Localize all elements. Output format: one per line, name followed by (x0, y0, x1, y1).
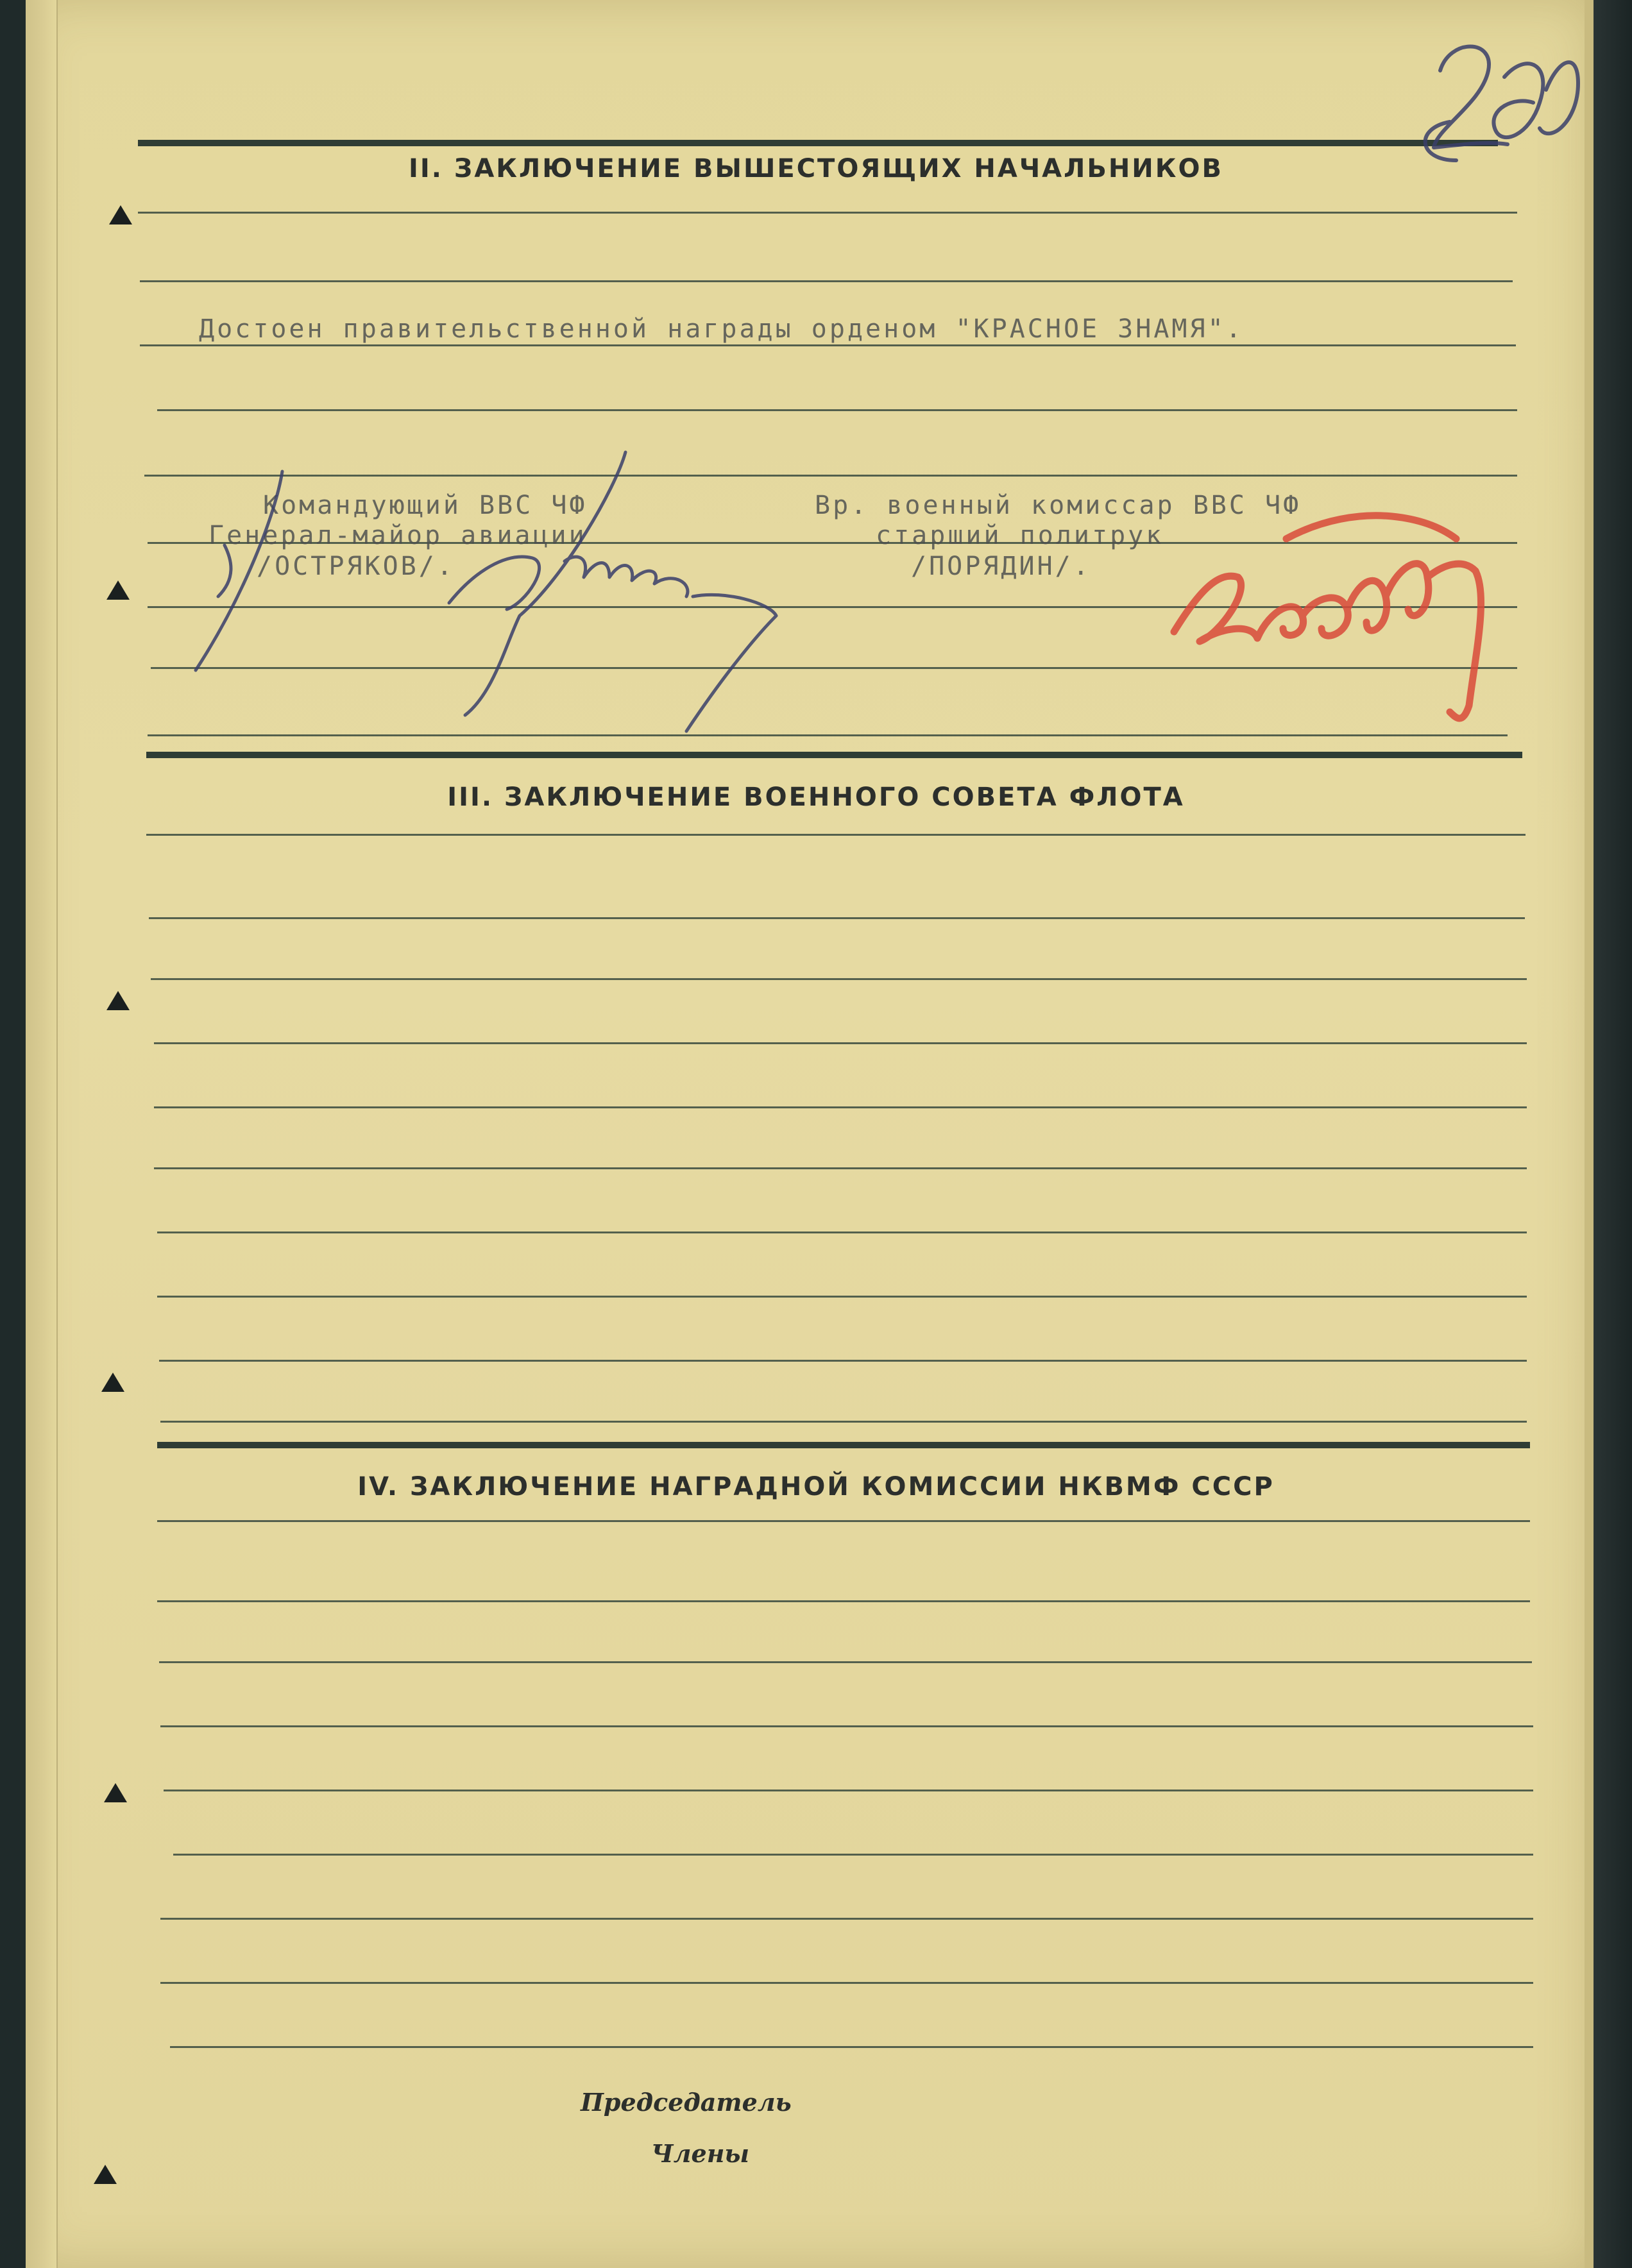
rule-line (154, 1106, 1527, 1108)
section-divider (146, 752, 1522, 758)
rule-line (164, 1790, 1533, 1791)
rule-line (151, 978, 1527, 980)
rule-line (148, 734, 1508, 736)
punch-hole (101, 1373, 124, 1392)
rule-line (140, 344, 1516, 346)
rule-line (146, 834, 1526, 836)
punch-hole (106, 991, 130, 1010)
section-divider (157, 1442, 1530, 1448)
signer-left-name: /ОСТРЯКОВ/. (257, 552, 455, 581)
signer-left-position: Командующий ВВС ЧФ (263, 491, 588, 520)
rule-line (154, 1167, 1527, 1169)
punch-hole (106, 580, 130, 600)
punch-hole (104, 1783, 127, 1802)
rule-line (160, 1725, 1533, 1727)
rule-line (160, 1421, 1527, 1423)
conclusion-text: Достоен правительственной награды орденом "КРАСНОЕ ЗНАМЯ". (199, 314, 1244, 344)
punch-hole (94, 2165, 117, 2184)
signer-right-name: /ПОРЯДИН/. (911, 552, 1091, 581)
signer-right-rank: старший политрук (876, 521, 1164, 550)
rule-line (140, 280, 1513, 282)
rule-line (144, 475, 1517, 477)
rule-line (157, 1600, 1530, 1602)
rule-line (149, 917, 1525, 919)
signer-right-position: Вр. военный комиссар ВВС ЧФ (815, 491, 1302, 520)
rule-line (154, 1042, 1527, 1044)
rule-line (148, 606, 1517, 608)
rule-line (159, 1661, 1532, 1663)
rule-line (157, 409, 1517, 411)
rule-line (151, 667, 1517, 669)
page-spine (26, 0, 58, 2268)
signer-left-rank: Генерал-майор авиации (208, 521, 587, 550)
section-4-title: IV. ЗАКЛЮЧЕНИЕ НАГРАДНОЙ КОМИССИИ НКВМФ СССР (357, 1472, 1275, 1502)
section-2-title: II. ЗАКЛЮЧЕНИЕ ВЫШЕСТОЯЩИХ НАЧАЛЬНИКОВ (409, 154, 1223, 183)
section-divider (138, 140, 1498, 146)
rule-line (157, 1520, 1530, 1522)
chairman-label: Председатель (581, 2088, 792, 2117)
punch-hole (109, 205, 132, 224)
rule-line (157, 1231, 1527, 1233)
section-3-title: III. ЗАКЛЮЧЕНИЕ ВОЕННОГО СОВЕТА ФЛОТА (447, 783, 1185, 812)
rule-line (160, 1918, 1533, 1920)
rule-line (157, 1296, 1527, 1298)
page-edge (1585, 0, 1594, 2268)
members-label: Члены (651, 2139, 750, 2168)
rule-line (138, 212, 1517, 214)
rule-line (160, 1982, 1533, 1984)
scan-background (1594, 0, 1632, 2268)
rule-line (170, 2046, 1533, 2048)
rule-line (159, 1360, 1527, 1362)
rule-line (173, 1854, 1533, 1856)
